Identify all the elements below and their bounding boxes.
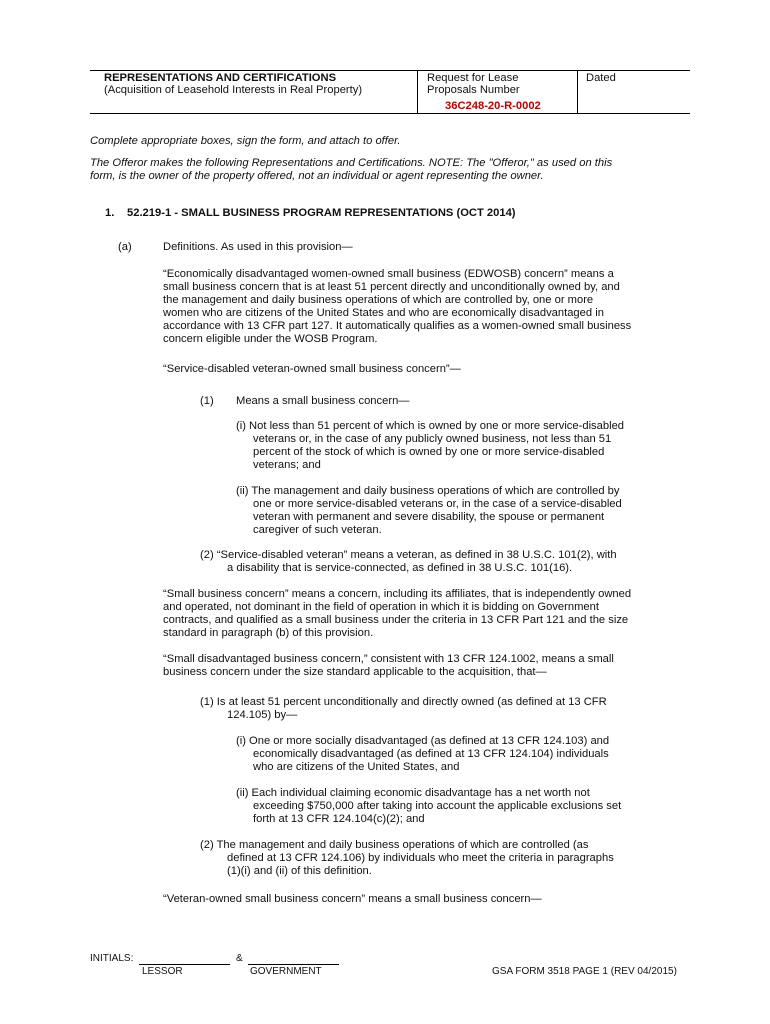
offeror-note: form, is the owner of the property offered, not an individual or agent representing the owner. xyxy=(90,170,544,182)
text-line: women who are citizens of the United States and who are economically disadvantaged in xyxy=(163,306,604,319)
text-line: (i) One or more socially disadvantaged (as defined at 13 CFR 124.103) and xyxy=(236,735,610,747)
text-line: one or more service-disabled veterans or, in the case of a service-disabled xyxy=(253,497,622,510)
text-line: (2) “Service-disabled veteran” means a veteran, as defined in 38 U.S.C. 101(2), with xyxy=(200,549,617,561)
text-line: (1) Is at least 51 percent unconditionally and directly owned (as defined at 13 CFR xyxy=(200,696,607,708)
request-number: 36C248-20-R-0002 xyxy=(445,100,541,112)
text-line: veteran with permanent and severe disability, the spouse or permanent xyxy=(253,510,605,523)
offeror-note: The Offeror makes the following Representations and Certifications. NOTE: The "Offeror," as used on this xyxy=(90,157,613,169)
text-line: (2) The management and daily business operations of which are controlled (as xyxy=(200,839,589,851)
text-line: accordance with 13 CFR part 127. It automatically qualifies as a women-owned small business xyxy=(163,319,632,332)
section-title: 52.219-1 - SMALL BUSINESS PROGRAM REPRESENTATIONS (OCT 2014) xyxy=(127,207,516,219)
text-line: (ii) The management and daily business operations of which are controlled by xyxy=(236,485,620,497)
text-line: forth at 13 CFR 124.104(c)(2); and xyxy=(253,812,425,825)
sdbc-1-ii xyxy=(236,787,621,826)
header-divider xyxy=(417,70,418,114)
request-label: Request for Lease xyxy=(427,72,519,84)
text-line: defined at 13 CFR 124.106) by individuals who meet the criteria in paragraphs xyxy=(227,851,614,864)
section-number: 1. xyxy=(105,207,115,219)
ampersand: & xyxy=(236,953,243,964)
request-label: Proposals Number xyxy=(427,84,520,96)
dated-label: Dated xyxy=(586,72,616,84)
sbc-definition xyxy=(163,588,631,640)
sdvosb-1-ii xyxy=(236,485,622,537)
text-line: economically disadvantaged (as defined at 13 CFR 124.104) individuals xyxy=(253,747,609,760)
text-line: (ii) Each individual claiming economic disadvantage has a net worth not xyxy=(236,787,590,799)
sdvosb-1-text: Means a small business concern— xyxy=(236,395,410,407)
definitions-intro: Definitions. As used in this provision— xyxy=(163,241,353,253)
text-line: contracts, and qualified as a small business under the criteria in 13 CFR Part 121 and the size xyxy=(163,613,629,626)
paragraph-label: (a) xyxy=(118,241,132,253)
sdbc-definition xyxy=(163,653,614,679)
sdbc-1 xyxy=(200,696,607,722)
text-line: (1)(i) and (ii) of this definition. xyxy=(227,864,372,877)
text-line: veterans; and xyxy=(253,458,321,471)
text-line: 124.105) by— xyxy=(227,708,298,721)
sdbc-2 xyxy=(200,839,614,878)
text-line: and operated, not dominant in the field of operation in which it is bidding on Government xyxy=(163,600,599,613)
text-line: exceeding $750,000 after taking into account the applicable exclusions set xyxy=(253,799,622,812)
government-label: GOVERNMENT xyxy=(250,966,322,977)
text-line: (i) Not less than 51 percent of which is owned by one or more service-disabled xyxy=(236,420,625,432)
text-line: concern eligible under the WOSB Program. xyxy=(163,332,378,345)
paragraph-label: (1) xyxy=(200,395,214,407)
text-line: small business concern that is at least 51 percent directly and unconditionally owned by, and xyxy=(163,280,620,293)
text-line: caregiver of such veteran. xyxy=(253,523,382,536)
header-top-rule xyxy=(90,70,690,71)
instruction-text: Complete appropriate boxes, sign the form, and attach to offer. xyxy=(90,135,401,147)
form-identifier: GSA FORM 3518 PAGE 1 (REV 04/2015) xyxy=(492,966,677,977)
header-box xyxy=(90,70,690,114)
lessor-initials-line[interactable] xyxy=(139,964,230,965)
text-line: standard in paragraph (b) of this provision. xyxy=(163,626,374,639)
vosb-definition: “Veteran-owned small business concern” means a small business concern— xyxy=(163,893,542,905)
text-line: veterans or, in the case of any publicly owned business, not less than 51 xyxy=(253,432,612,445)
text-line: “Economically disadvantaged women-owned small business (EDWOSB) concern” means a xyxy=(163,268,614,280)
form-subtitle: (Acquisition of Leasehold Interests in Real Property) xyxy=(104,84,363,96)
text-line: the management and daily business operations of which are controlled by, one or more xyxy=(163,293,594,306)
text-line: “Small business concern” means a concern, including its affiliates, that is independently owned xyxy=(163,588,632,600)
text-line: who are citizens of the United States, and xyxy=(253,760,460,773)
form-title: REPRESENTATIONS AND CERTIFICATIONS xyxy=(104,72,337,84)
text-line: “Small disadvantaged business concern,” consistent with 13 CFR 124.1002, means a small xyxy=(163,653,614,665)
sdvosb-heading: “Service-disabled veteran-owned small business concern”— xyxy=(163,363,461,375)
government-initials-line[interactable] xyxy=(248,964,339,965)
edwosb-definition xyxy=(163,268,631,345)
text-line: business concern under the size standard applicable to the acquisition, that— xyxy=(163,665,547,678)
sdvosb-1-i xyxy=(236,420,624,472)
text-line: percent of the stock of which is owned by one or more service-disabled xyxy=(253,445,605,458)
header-bottom-rule xyxy=(90,113,690,114)
header-divider xyxy=(577,70,578,114)
sdvosb-2 xyxy=(200,549,617,575)
initials-label: INITIALS: xyxy=(90,953,134,964)
text-line: a disability that is service-connected, as defined in 38 U.S.C. 101(16). xyxy=(227,561,573,574)
lessor-label: LESSOR xyxy=(142,966,183,977)
sdbc-1-i xyxy=(236,735,609,774)
